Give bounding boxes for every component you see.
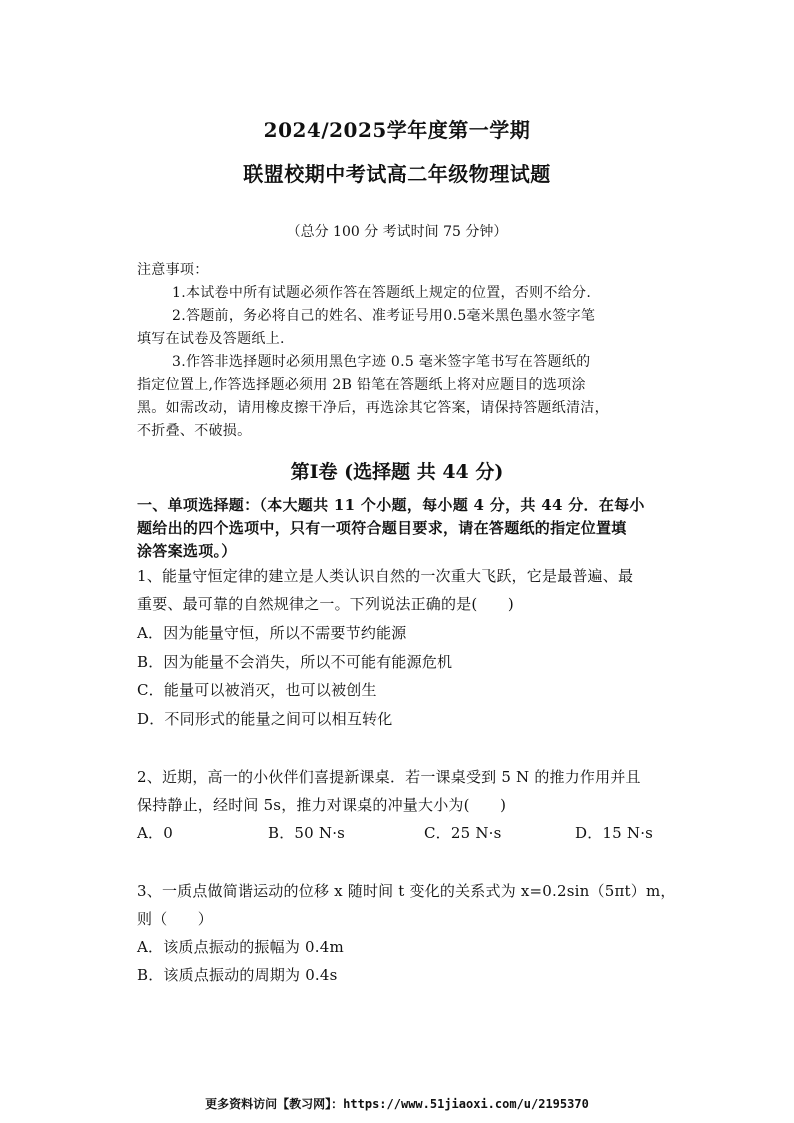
q1-stem: 重要、最可靠的自然规律之一。下列说法正确的是( ) <box>137 595 514 613</box>
q2-stem: 2、近期，高一的小伙伴们喜提新课桌．若一课桌受到 5 N 的推力作用并且 <box>137 768 641 786</box>
notice-line: 填写在试卷及答题纸上. <box>137 331 285 347</box>
notice-line: 黑。如需改动，请用橡皮擦干净后，再选涂其它答案，请保持答题纸清洁， <box>137 400 609 416</box>
q1-stem: 1、能量守恒定律的建立是人类认识自然的一次重大飞跃，它是最普遍、最 <box>137 567 634 585</box>
q3-stem: 3、一质点做简谐运动的位移 x 随时间 t 变化的关系式为 x=0.2sin（5πt）m， <box>137 882 676 900</box>
notice-line: 指定位置上,作答选择题必须用 2B 铅笔在答题纸上将对应题目的选项涂 <box>137 377 586 393</box>
q1-option-b: B．因为能量不会消失，所以不可能有能源危机 <box>137 653 453 671</box>
q3-option-b: B．该质点振动的周期为 0.4s <box>137 966 338 984</box>
q2-option-d: D．15 N·s <box>575 824 654 842</box>
q2-option-c: C．25 N·s <box>424 824 502 842</box>
section-instruction: 涂答案选项。） <box>137 542 237 560</box>
section-instruction: 一、单项选择题：（本大题共 11 个小题，每小题 4 分，共 44 分．在每小 <box>137 496 645 514</box>
section-title: 第Ⅰ卷 (选择题 共 44 分) <box>290 461 504 483</box>
notice-line: 2.答题前，务必将自己的姓名、准考证号用0.5毫米黑色墨水签字笔 <box>172 308 596 324</box>
q3-option-a: A．该质点振动的振幅为 0.4m <box>137 938 344 956</box>
q1-option-a: A．因为能量守恒，所以不需要节约能源 <box>137 624 407 642</box>
exam-title-line2: 联盟校期中考试高二年级物理试题 <box>243 162 551 186</box>
q1-option-c: C．能量可以被消灭，也可以被创生 <box>137 681 377 699</box>
exam-title-line1: 2024/2025学年度第一学期 <box>263 118 531 142</box>
exam-meta: （总分 100 分 考试时间 75 分钟） <box>286 224 508 240</box>
notice-line: 1.本试卷中所有试题必须作答在答题纸上规定的位置，否则不给分. <box>172 285 592 301</box>
q2-stem: 保持静止，经时间 5s，推力对课桌的冲量大小为( ) <box>137 796 507 814</box>
notice-line: 3.作答非选择题时必须用黑色字迹 0.5 毫米签字笔书写在答题纸的 <box>172 354 591 370</box>
q1-option-d: D．不同形式的能量之间可以相互转化 <box>137 710 393 728</box>
section-instruction: 题给出的四个选项中，只有一项符合题目要求，请在答题纸的指定位置填 <box>137 519 627 537</box>
q2-option-b: B．50 N·s <box>268 824 346 842</box>
footer-link[interactable]: 更多资料访问【教习网】：https://www.51jiaoxi.com/u/2195370 <box>205 1097 589 1111</box>
q3-stem: 则（ ） <box>137 910 214 928</box>
notice-line: 不折叠、不破损。 <box>137 423 252 439</box>
notice-heading: 注意事项： <box>137 262 209 278</box>
q2-option-a: A．0 <box>137 824 173 842</box>
